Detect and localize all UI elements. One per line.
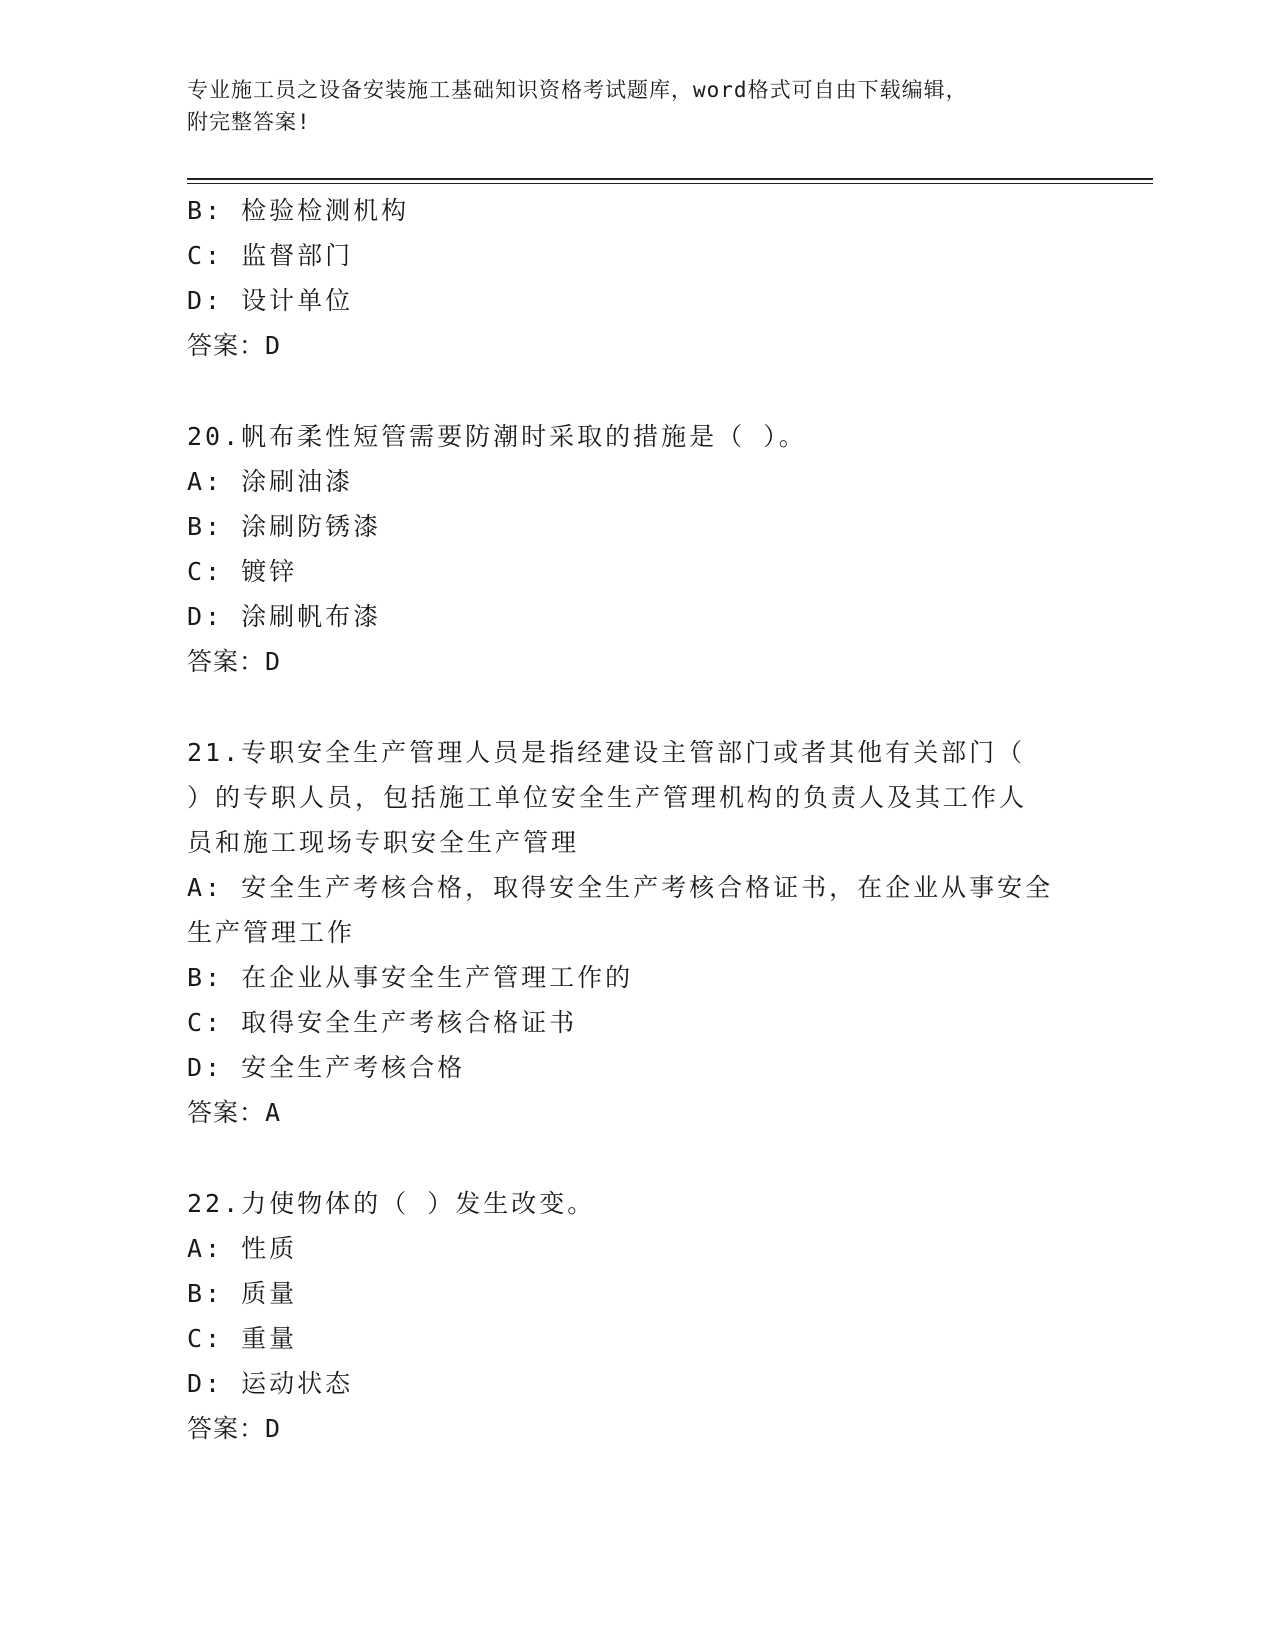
option-a-line-1: A: 安全生产考核合格，取得安全生产考核合格证书，在企业从事安全 xyxy=(187,873,1054,902)
question-text-line-1: 21.专职安全生产管理人员是指经建设主管部门或者其他有关部门（ xyxy=(187,738,1026,767)
option-b: B: 在企业从事安全生产管理工作的 xyxy=(187,963,634,992)
option-c: C: 重量 xyxy=(187,1324,298,1353)
option-c: C: 镀锌 xyxy=(187,557,298,586)
answer-line: 答案：D xyxy=(187,1414,282,1443)
option-a: A: 涂刷油漆 xyxy=(187,467,354,496)
option-b: B: 涂刷防锈漆 xyxy=(187,512,382,541)
spacer xyxy=(187,684,1087,730)
option-c: C: 取得安全生产考核合格证书 xyxy=(187,1008,578,1037)
question-list xyxy=(187,188,1087,1451)
option-d: D: 涂刷帆布漆 xyxy=(187,602,382,631)
question-block-20 xyxy=(187,414,1087,684)
option-a: A: 性质 xyxy=(187,1234,298,1263)
document-header xyxy=(187,74,1067,138)
question-text: 20.帆布柔性短管需要防潮时采取的措施是（ ）。 xyxy=(187,422,807,451)
question-text: 22.力使物体的（ ）发生改变。 xyxy=(187,1189,596,1218)
option-d: D: 安全生产考核合格 xyxy=(187,1053,466,1082)
option-a-line-2: 生产管理工作 xyxy=(187,918,356,947)
option-c: C: 监督部门 xyxy=(187,241,354,270)
answer-line: 答案：D xyxy=(187,331,282,360)
question-block-22 xyxy=(187,1181,1087,1451)
answer-line: 答案：D xyxy=(187,647,282,676)
option-b: B: 检验检测机构 xyxy=(187,196,410,225)
option-d: D: 运动状态 xyxy=(187,1369,354,1398)
question-text-line-2: ）的专职人员，包括施工单位安全生产管理机构的负责人及其工作人 xyxy=(187,783,1028,812)
spacer xyxy=(187,368,1087,414)
answer-line: 答案：A xyxy=(187,1098,282,1127)
header-line-2: 附完整答案! xyxy=(187,110,311,134)
header-line-1: 专业施工员之设备安装施工基础知识资格考试题库，word格式可自由下载编辑， xyxy=(187,78,968,102)
option-b: B: 质量 xyxy=(187,1279,298,1308)
option-d: D: 设计单位 xyxy=(187,286,354,315)
header-divider-thin xyxy=(187,183,1153,184)
spacer xyxy=(187,1135,1087,1181)
question-text-line-3: 员和施工现场专职安全生产管理 xyxy=(187,828,580,857)
question-block-21 xyxy=(187,730,1087,1135)
question-block-19 xyxy=(187,188,1087,368)
header-divider xyxy=(187,178,1153,180)
